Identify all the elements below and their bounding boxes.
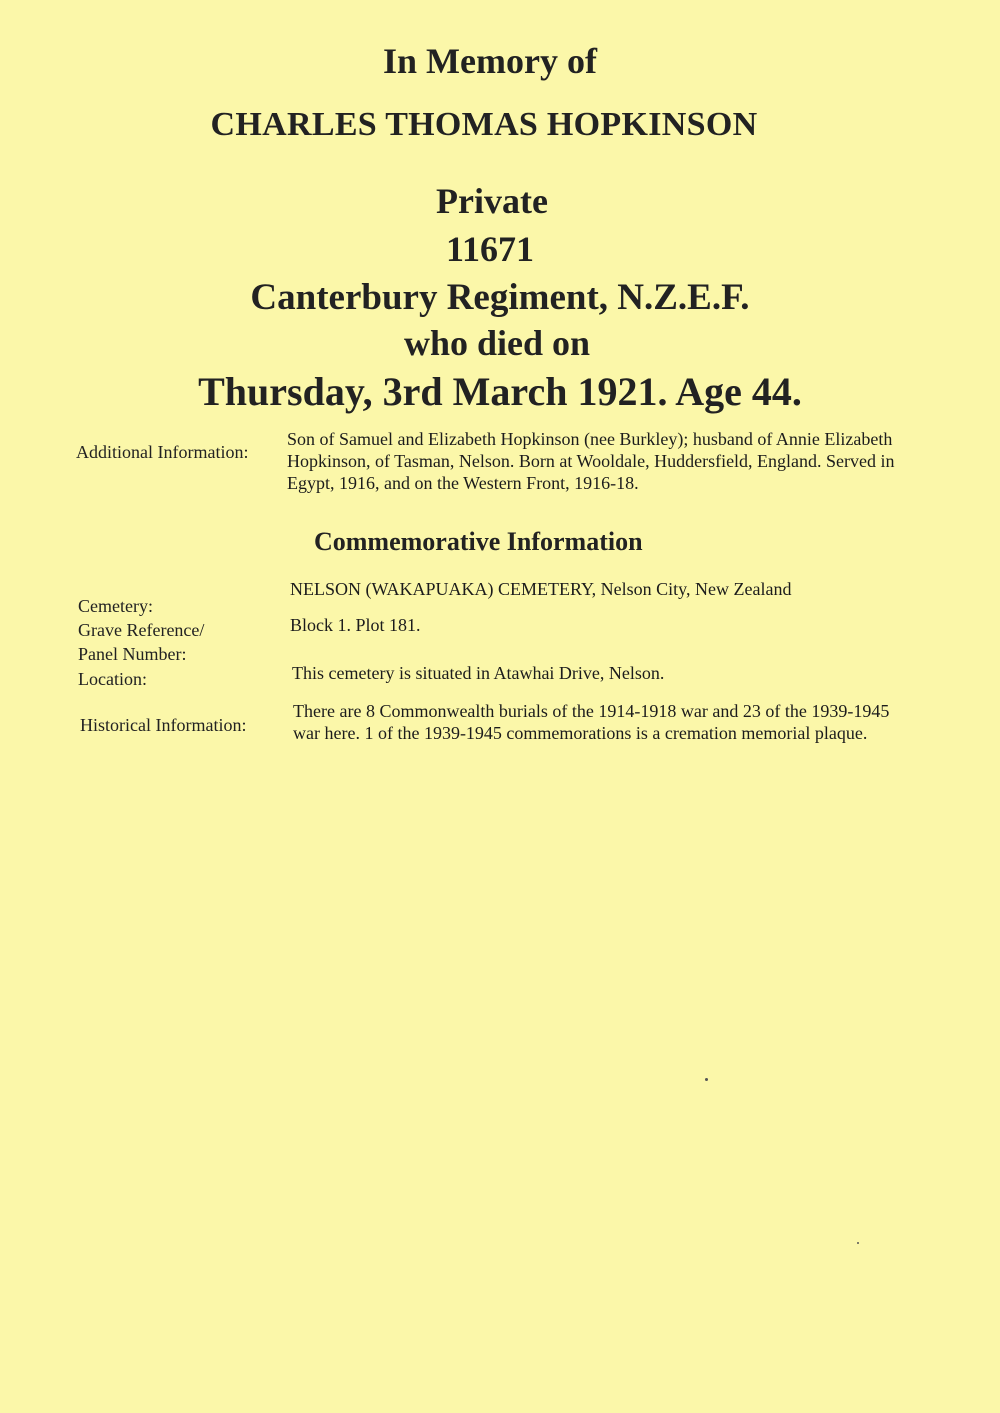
location-value: This cemetery is situated in Atawhai Drive, Nelson.: [292, 663, 665, 683]
location-label: Location:: [78, 669, 147, 689]
historical-info-value: There are 8 Commonwealth burials of the 1914-1918 war and 23 of the 1939-1945 war here. 1 of the 1939-1945 commemorations is a cremation memorial plaque.: [293, 701, 890, 743]
death-date: Thursday, 3rd March 1921. Age 44.: [198, 369, 802, 414]
paper-speck: [705, 1078, 708, 1081]
cemetery-label: Cemetery:: [78, 596, 153, 616]
commemorative-heading: Commemorative Information: [314, 527, 643, 556]
grave-reference-label: Grave Reference/: [78, 620, 205, 640]
in-memory-heading: In Memory of: [383, 41, 597, 81]
grave-reference-value: Block 1. Plot 181.: [290, 615, 421, 635]
service-number: 11671: [445, 229, 534, 269]
rank: Private: [436, 181, 548, 221]
historical-info-label: Historical Information:: [80, 715, 247, 735]
died-intro: who died on: [403, 323, 591, 363]
soldier-name: CHARLES THOMAS HOPKINSON: [210, 106, 758, 143]
unit: Canterbury Regiment, N.Z.E.F.: [250, 277, 750, 318]
panel-number-label: Panel Number:: [78, 644, 187, 664]
cemetery-value: NELSON (WAKAPUAKA) CEMETERY, Nelson City, New Zealand: [290, 579, 792, 599]
additional-info-label: Additional Information:: [76, 442, 249, 462]
paper-speck: [857, 1242, 859, 1244]
additional-info-text: Son of Samuel and Elizabeth Hopkinson (nee Burkley); husband of Annie Elizabeth Hopkinson, of Tasman, Nelson. Born at Wooldale, Huddersfield, England. Served in Egypt, 1916, and on the Western Front, 1916-18.: [287, 429, 895, 493]
